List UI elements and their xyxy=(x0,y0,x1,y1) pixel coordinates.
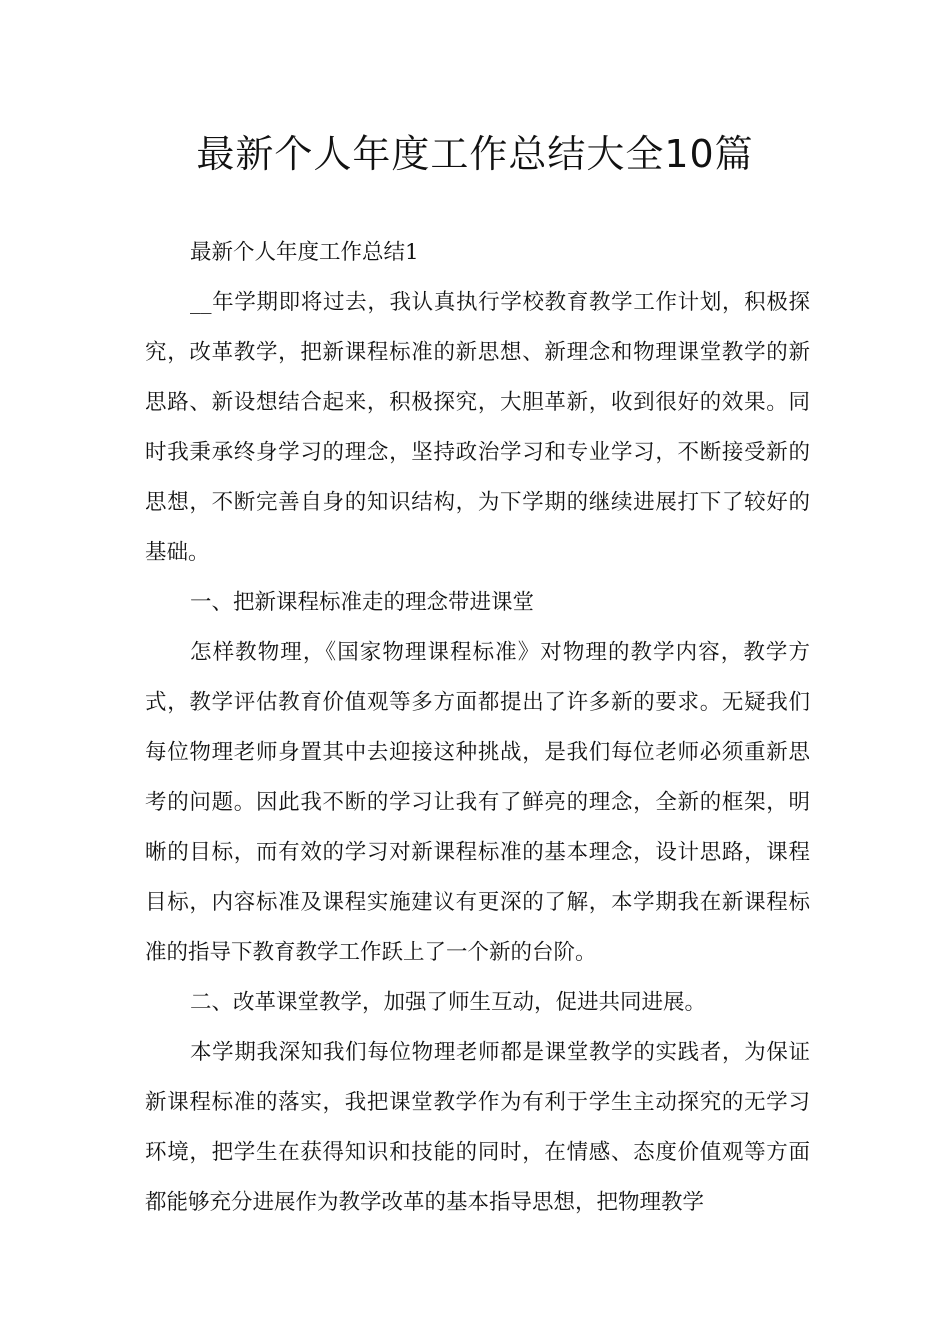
section-heading: 最新个人年度工作总结1 xyxy=(190,240,419,265)
body-paragraph: __年学期即将过去，我认真执行学校教育教学工作计划，积极探究，改革教学，把新课程标准的新思想、新理念和物理课堂教学的新思路、新设想结合起来，积极探究，大胆革新，收到很好的效果。同时我秉承终身学习的理念，坚持政治学习和专业学习，不断接受新的思想，不断完善自身的知识结构，为下学期的继续进展打下了较好的基础。 xyxy=(145,290,810,565)
body-paragraph: 本学期我深知我们每位物理老师都是课堂教学的实践者，为保证新课程标准的落实，我把课堂教学作为有利于学生主动探究的无学习环境，把学生在获得知识和技能的同时，在情感、态度价值观等方面都能够充分进展作为教学改革的基本指导思想，把物理教学 xyxy=(145,1040,810,1215)
body-paragraph: 怎样教物理，《国家物理课程标准》对物理的教学内容，教学方式，教学评估教育价值观等多方面都提出了许多新的要求。无疑我们每位物理老师身置其中去迎接这种挑战，是我们每位老师必须重新思考的问题。因此我不断的学习让我有了鲜亮的理念，全新的框架，明晰的目标，而有效的学习对新课程标准的基本理念，设计思路，课程目标，内容标准及课程实施建议有更深的了解，本学期我在新课程标准的指导下教育教学工作跃上了一个新的台阶。 xyxy=(145,640,810,965)
document-body xyxy=(145,228,810,1228)
section-heading: 一、把新课程标准走的理念带进课堂 xyxy=(190,590,535,615)
section-heading: 二、改革课堂教学，加强了师生互动，促进共同进展。 xyxy=(190,990,707,1015)
document-title: 最新个人年度工作总结大全10篇 xyxy=(196,132,754,176)
